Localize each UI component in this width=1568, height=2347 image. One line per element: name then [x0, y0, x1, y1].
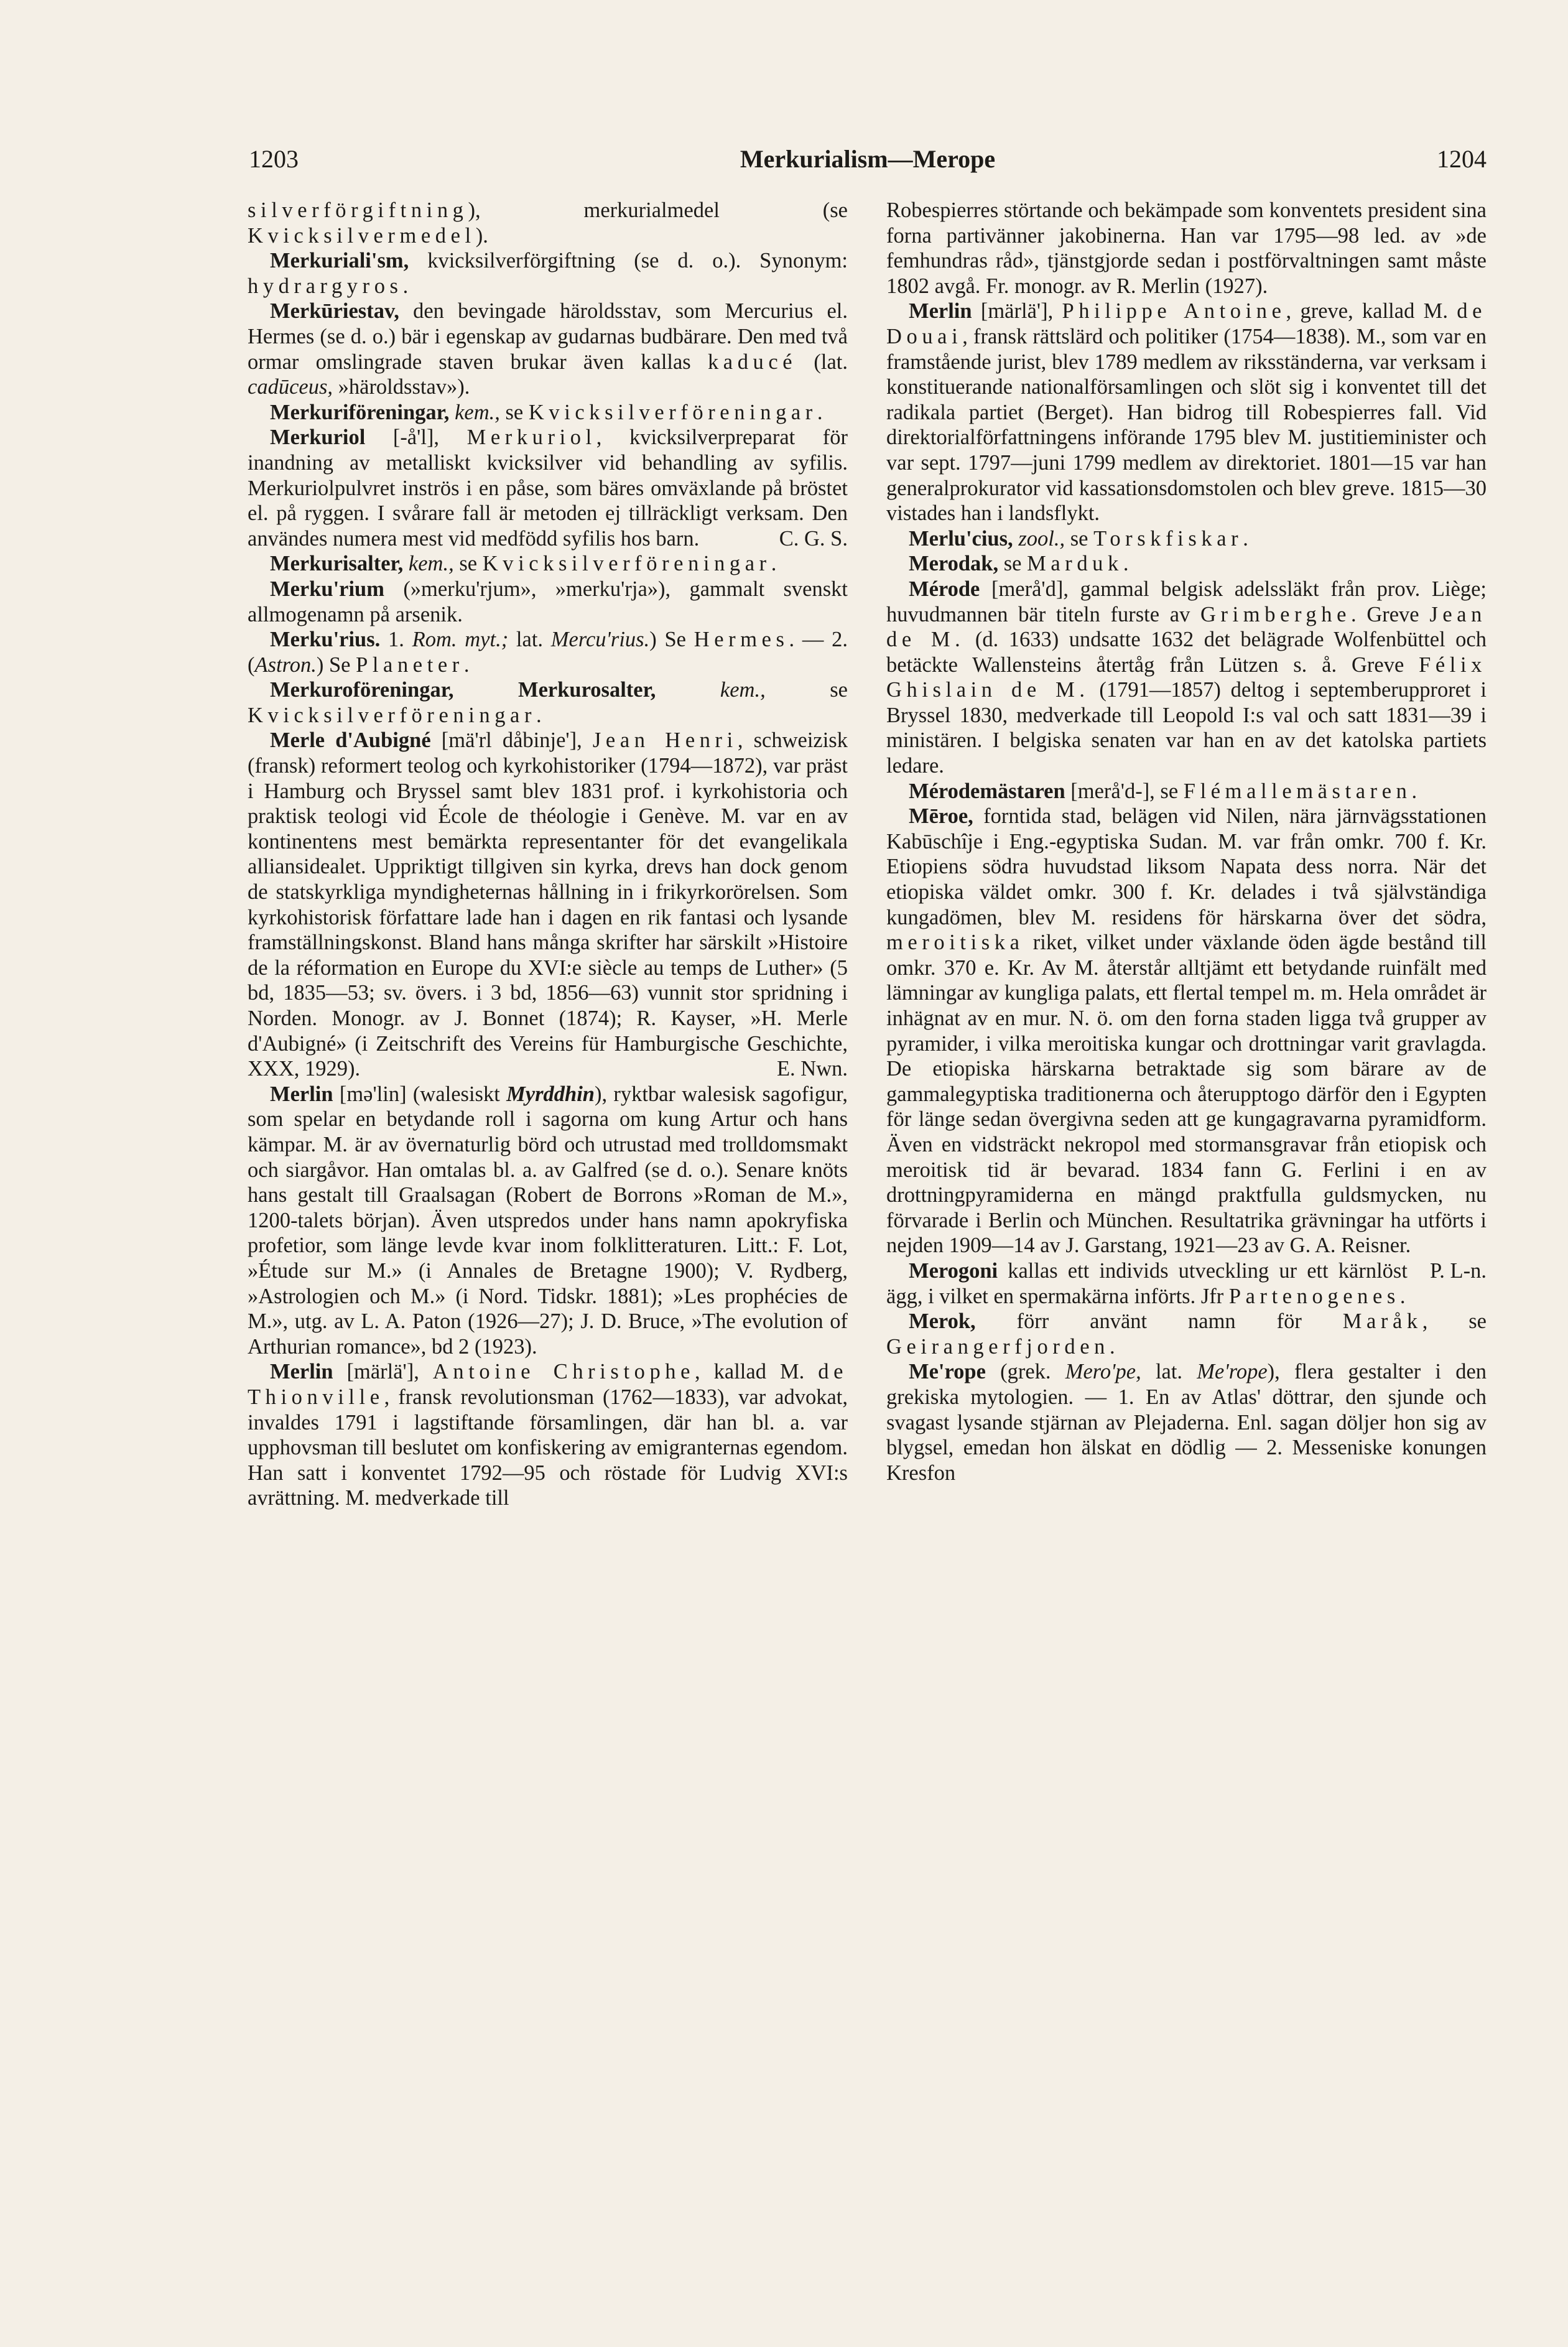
- dictionary-entry: Mēroe, forntida stad, belägen vid Nilen, nära järnvägsstationen Kabūschîje i Eng.-egyptiska Sudan. M. var från omkr. 700 f. Kr. Etiopiens södra huvudstad liksom Napata dess norra. När det etiopiska väldet omkr. 300 f. Kr. delades i två självständiga kungadömen, blev M. residens för härskarna över det södra, meroitiska riket, vilket under växlande öden ägde bestånd till omkr. 370 e. Kr. Av M. återstår alltjämt ett betydande ruinfält med lämningar av kungliga palats, ett flertal tempel m. m. Hela området är inhägnat av en mur. N. ö. om den forna staden ligga två grupper av pyramider, i vilka meroitiska kungar och drottningar varit gravlagda. De etiopiska härskarna betraktade sig som bärare av de gammalegyptiska traditionerna och återupptogo därför den i Egypten för länge sedan övergivna seden att ge kungagravarna pyramidform. Även en vidsträckt nekropol med stormansgravar från etiopisk och meroitisk tid är bevarad. 1834 fann G. Ferlini i en av drottningpyramiderna en mängd praktfulla guldsmycken, nu förvarade i Berlin och München. Resultatrika grävningar ha utförts i nejden 1909—14 av J. Garstang, 1921—23 av G. A. Reisner. P. L-n.: [886, 804, 1487, 1283]
- dictionary-entry: Merkūriestav, den bevingade häroldsstav, som Mercurius el. Hermes (se d. o.) bär i egenskap av gudarnas budbärare. Den med två ormar omslingrade staven brukar även kallas kaducé (lat. cadūceus, »häroldsstav»).: [248, 299, 848, 399]
- entry-continuation: silverförgiftning), merkurialmedel (se Kvicksilvermedel).: [248, 198, 848, 248]
- dictionary-entry: Merodak, se Marduk.: [909, 552, 1129, 576]
- entry-continuation: Robespierres störtande och bekämpade som konventets president sina forna partivänner jakobinerna. Han var 1795—98 led. av »de femhundras råd», tjänstgjorde sedan i postförvaltningen samt måste 1802 avgå. Fr. monogr. av R. Merlin (1927).: [886, 198, 1487, 298]
- dictionary-entry: Me'rope (grek. Mero'pe, lat. Me'rope), flera gestalter i den grekiska mytologien. — 1. En av Atlas' döttrar, den sjunde och svagast lysande stjärnan av Plejaderna. Enl. sagan döljer hon sig av blygsel, emedan hon älskat en dödlig — 2. Messeniske konungen Kresfon: [886, 1360, 1487, 1485]
- dictionary-entry: Merkuriali'sm, kvicksilverförgiftning (se d. o.). Synonym: hydrargyros.: [248, 249, 848, 298]
- dictionary-entry: Merlin [märlä'], Antoine Christophe, kallad M. de Thionville, fransk revolutionsman (1762—1833), var advokat, invaldes 1791 i lagstiftande församlingen, där han bl. a. var upphovsman till beslutet om konfiskering av emigranternas egendom. Han satt i konventet 1792—95 och röstade för Ludvig XVI:s avrättning. M. medverkade till: [248, 1360, 848, 1510]
- dictionary-entry: Merkuroföreningar, Merkurosalter, kem., se Kvicksilverföreningar.: [248, 678, 848, 727]
- running-title: Merkurialism—Merope: [740, 145, 996, 173]
- dictionary-entry: Mérodemästaren [merå'd-], se Flémallemästaren.: [909, 779, 1417, 803]
- dictionary-entry: Merkuriol [-å'l], Merkuriol, kvicksilverpreparat för inandning av metalliskt kvicksilver vid behandling av syfilis. Merkuriolpulvret inströs i en påse, som bäres omväxlande på bröstet el. på ryggen. I svårare fall är metoden ej tillräckligt verksam. Den användes numera mest vid medfödd syfilis hos barn. C. G. S.: [248, 425, 848, 551]
- dictionary-entry: Merlin [mə'lin] (walesiskt Myrddhin), ryktbar walesisk sagofigur, som spelar en betydande roll i sagorna om kung Artur och hans kämpar. M. är av övernaturlig börd och utrustad med trolldomsmakt och siargåvor. Han omtalas bl. a. av Galfred (se d. o.). Senare knöts hans gestalt till Graalsagan (Robert de Borrons »Roman de M.», 1200-talets början). Även utspredos under hans namn apokryfiska profetior, som länge levde kvar inom folklitteraturen. Litt.: F. Lot, »Étude sur M.» (i Annales de Bretagne 1900); V. Rydberg, »Astrologien och M.» (i Nord. Tidskr. 1881); »Les prophécies de M.», utg. av L. A. Paton (1926—27); J. D. Bruce, »The evolution of Arthurian romance», bd 2 (1923).: [248, 1082, 848, 1359]
- dictionary-entry: Merkurisalter, kem., se Kvicksilverföreningar.: [270, 552, 777, 576]
- dictionary-entry: Merlin [märlä'], Philippe Antoine, greve, kallad M. de Douai, fransk rättslärd och politiker (1754—1838). M., som var en framstående jurist, blev 1789 medlem av riksständerna, var verksam i konstituerande nationalförsamlingen och slöt sig i konventet till det radikala partiet (Berget). Han bidrog till Robespierres fall. Vid direktorialförfattningens införande 1795 blev M. justitieminister och var sept. 1797—juni 1799 medlem av direktoriet. 1801—15 var han generalprokurator vid kassationsdomstolen och blev greve. 1815—30 vistades han i landsflykt.: [886, 299, 1487, 526]
- page-header: [249, 144, 1487, 182]
- left-page-number: 1203: [249, 145, 299, 173]
- right-page-number: 1204: [1437, 145, 1487, 173]
- dictionary-entry: Merle d'Aubigné [mä'rl dåbinje'], Jean Henri, schweizisk (fransk) reformert teolog och kyrkohistoriker (1794—1872), var präst i Hamburg och Bryssel samt blev 1831 prof. i kyrkohistoria och praktisk teologi vid École de théologie i Genève. M. var en av kontinentens mest bemärkta representanter för det evangelikala alliansidealet. Uppriktigt tillgiven sin kyrka, drevs han dock genom de statskyrkliga myndigheternas hållning in i frikyrkorörelsen. Som kyrkohistorisk författare lade han i dagen en rik fantasi och lysande framställningskonst. Bland hans många skrifter har särskilt »Histoire de la réformation en Europe du XVI:e siècle au temps de Luther» (5 bd, 1835—53; sv. övers. i 3 bd, 1856—63) vunnit stor spridning i Norden. Monogr. av J. Bonnet (1874); R. Kayser, »H. Merle d'Aubigné» (i Zeitschrift des Vereins für Hamburgische Geschichte, XXX, 1929). E. Nwn.: [248, 728, 848, 1081]
- dictionary-entry: Merlu'cius, zool., se Torskfiskar.: [909, 526, 1248, 551]
- left-column: [248, 198, 848, 1511]
- dictionary-entry: Merkuriföreningar, kem., se Kvicksilverföreningar.: [270, 400, 823, 424]
- dictionary-entry: Merogoni kallas ett individs utveckling ur ett kärnlöst ägg, i vilket en spermakärna införts. Jfr Partenogenes.: [886, 1258, 1408, 1308]
- dictionary-entry: Merok, förr använt namn för Maråk, se Geirangerfjorden.: [886, 1309, 1487, 1359]
- dictionary-entry: Merku'rius. 1. Rom. myt.; lat. Mercu'rius.) Se Hermes. — 2. (Astron.) Se Planeter.: [248, 628, 848, 677]
- dictionary-entry: Merku'rium (»merku'rjum», »merku'rja»), gammalt svenskt allmogenamn på arsenik.: [248, 577, 848, 626]
- right-column: [886, 198, 1487, 1485]
- dictionary-entry: Mérode [merå'd], gammal belgisk adelssläkt från prov. Liège; huvudmannen bär titeln furste av Grimberghe. Greve Jean de M. (d. 1633) undsatte 1632 det belägrade Wolfenbüttel och betäckte Wallensteins återtåg från Lützen s. å. Greve Félix Ghislain de M. (1791—1857) deltog i septemberupproret i Bryssel 1830, medverkade till Leopold I:s val och satt 1831—39 i ministären. I belgiska senaten var han en av det katolska partiets ledare.: [886, 577, 1487, 778]
